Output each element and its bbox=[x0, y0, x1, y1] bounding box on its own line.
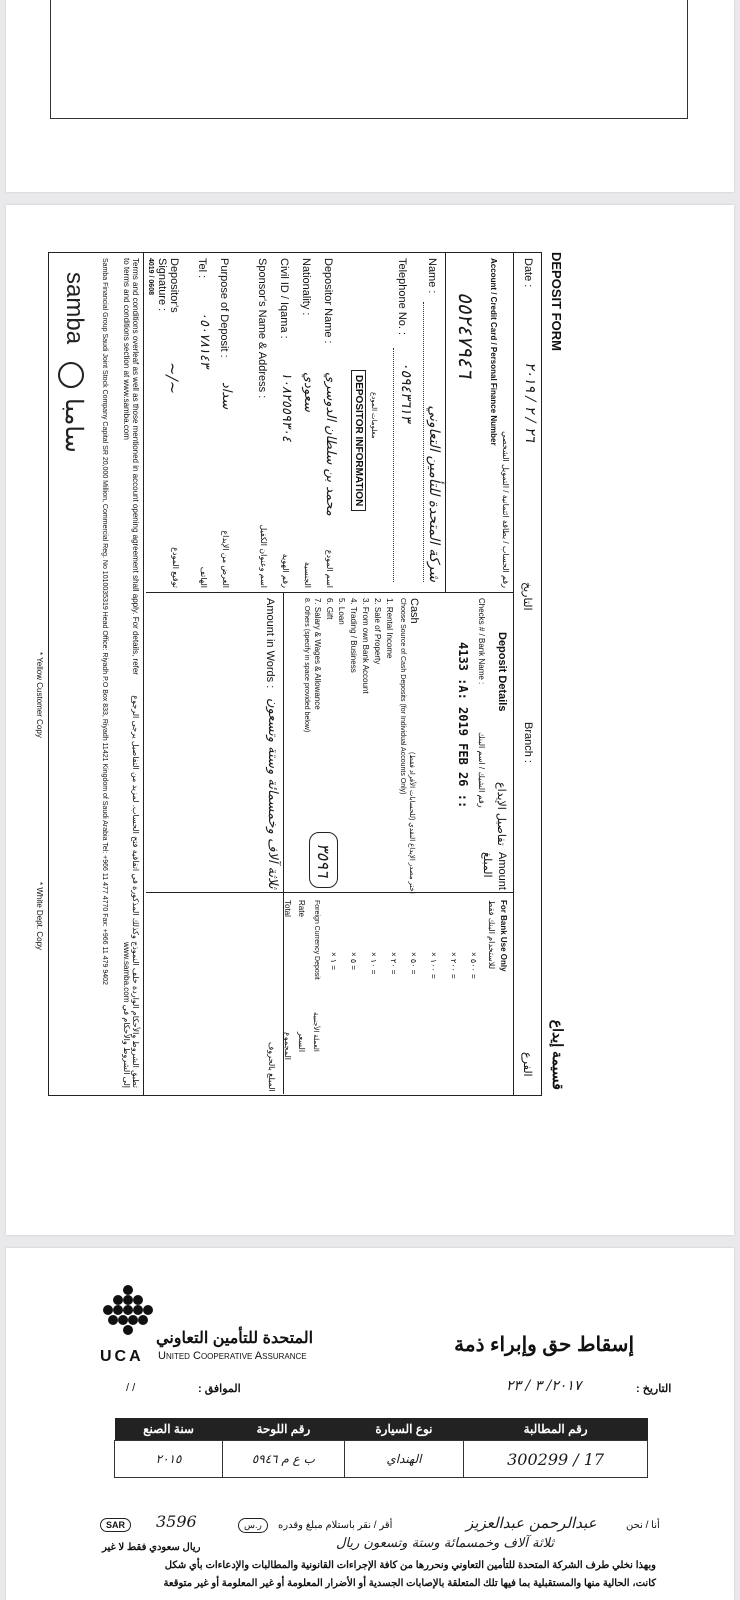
col-claim-no: رقم المطالبة bbox=[464, 1418, 648, 1441]
uca-logo-icon bbox=[100, 1284, 156, 1341]
telephone-label: Telephone No. : bbox=[396, 258, 408, 336]
denom-50: × ٥٠ = bbox=[409, 952, 418, 975]
source-6: 6. Gift bbox=[325, 598, 334, 620]
column-divider bbox=[146, 892, 514, 893]
foreign-label: Foreign Currency Deposit bbox=[313, 900, 320, 980]
divider bbox=[513, 252, 514, 1096]
date-label: Date : bbox=[522, 258, 534, 288]
release-paragraph-2: كانت، الحالية منها والمستقبلية بما فيها تلك المتعلقة بالإصابات الجسدية أو الأضرار المعلومة أو غير المعلومة أو غير متوقعة bbox=[163, 1578, 656, 1589]
teller-stamp: 4133 :A: 2019 FEB 26 :: bbox=[456, 642, 470, 809]
depositor-info-ar: معلومات المودع bbox=[370, 392, 377, 439]
denom-5: × ٥ = bbox=[349, 952, 358, 971]
depositor-signature: ~/~ bbox=[163, 362, 182, 395]
sponsor-label: Sponsor's Name & Address : bbox=[256, 258, 268, 399]
bank-use-ar: للاستخدام البنك فقط bbox=[487, 900, 496, 970]
denom-500: × ٥٠٠ = bbox=[469, 952, 478, 979]
date-label-ar: التاريخ bbox=[521, 582, 533, 611]
uca-date-label: التاريخ : bbox=[636, 1383, 672, 1395]
line1-tail: أقر / نقر باستلام مبلغ وقدره bbox=[278, 1520, 393, 1531]
currency-badge: ر.س bbox=[238, 1518, 268, 1533]
nationality-ar: الجنسية bbox=[303, 561, 312, 588]
source-7: 7. Salary & Wages & Allowance bbox=[313, 598, 322, 710]
terms-text-ar: تطبق الشروط والأحكام الواردة خلف النموذج وكذلك المذكورة في اتفاقية فتح الحساب. لمزيد من التفاصيل يرجى الرجوع إلى الشروط والأحكام في www.samba.com bbox=[122, 695, 140, 1088]
nationality-value: سعودي bbox=[301, 372, 316, 412]
bank-use-title: For Bank Use Only bbox=[499, 900, 508, 972]
depositor-name-ar: اسم المودع bbox=[325, 549, 334, 588]
source-2: 2. Sale of Property bbox=[373, 598, 382, 665]
name-line bbox=[423, 302, 424, 582]
form-title-ar: قسيمة إيداع bbox=[550, 1019, 566, 1090]
line1-value: عبدالرحمن عبدالعزيز bbox=[466, 1514, 597, 1532]
col-plate: رقم اللوحة bbox=[223, 1418, 345, 1441]
source-title-ar: اختر مصدر الإيداع النقدي (للحسابات الأفراد فقط) bbox=[408, 752, 415, 894]
account-label-ar: رقم الحساب / بطاقة ائتمانية / التمويل الشخصي bbox=[501, 431, 510, 588]
account-value: ٥٥٢٤٧٩٤٦ bbox=[454, 292, 478, 378]
divider bbox=[143, 252, 144, 1096]
car-type-value: الهنداي bbox=[344, 1441, 464, 1478]
uca-logo-abbr: UCA bbox=[100, 1348, 144, 1365]
checks-label-ar: رقم الشيك / اسم البنك bbox=[477, 732, 486, 808]
source-8: 8. Others (specify in space provided below) bbox=[303, 598, 310, 733]
col-year: سنة الصنع bbox=[115, 1418, 223, 1441]
source-4: 4. Trading / Business bbox=[349, 598, 358, 673]
year-value: ٢٠١٥ bbox=[115, 1441, 223, 1478]
deposit-details-ar: تفاصيل الإيداع bbox=[495, 782, 507, 846]
purpose-value: سداد bbox=[219, 382, 234, 410]
top-page bbox=[6, 0, 734, 192]
uca-claim-table bbox=[114, 1418, 648, 1478]
column-divider bbox=[146, 592, 514, 593]
uca-title: إسقاط حق وإبراء ذمة bbox=[454, 1334, 634, 1356]
terms-text: Terms and conditions overleaf as well as those mentioned in account opening agreement shall apply. For details, refer to terms and conditions section at www.samba.com bbox=[122, 258, 140, 675]
footer-text: Samba Financial Group Saudi Joint Stock Company Capital SR 20,000 Million, Commercial Reg. No 1010035319 Head Office: Riyadh P.O Box 833, Riyadh 11421 Kingdom of Saudi Arabia Tel: +966 11 477 4770 Fax: +966 11 479 9402 bbox=[101, 258, 108, 985]
samba-logo-text: samba bbox=[61, 272, 88, 345]
rate-label: Rate bbox=[297, 900, 306, 917]
name-value: شركة المتحدة للتأمين التعاوني bbox=[426, 405, 442, 582]
deposit-form bbox=[35, 252, 574, 1096]
uca-release-page bbox=[6, 1248, 734, 1600]
nationality-label: Nationality : bbox=[300, 258, 312, 316]
telephone-line bbox=[393, 348, 394, 582]
claim-no-value: 300299 / 17 bbox=[464, 1441, 648, 1478]
cash-label: Cash bbox=[408, 598, 420, 624]
foreign-label-ar: العملة الأجنبية bbox=[312, 1012, 319, 1052]
account-label: Account / Credit Card / Personal Finance Number bbox=[489, 258, 498, 446]
uca-logo-en: United Cooperative Assurance bbox=[158, 1350, 307, 1362]
white-copy-note: * White Dept. Copy bbox=[35, 882, 44, 951]
telephone-value: ٠٥٩٤٣٦١٣ bbox=[398, 362, 414, 423]
form-title: DEPOSIT FORM bbox=[549, 252, 564, 351]
depositor-signature-ar: توقيع المودع bbox=[171, 547, 180, 588]
uca-hijri-label: الموافق : bbox=[198, 1383, 241, 1395]
amount-words-label: Amount in Words : bbox=[264, 598, 276, 689]
amount-value: ٣٥٩٦ bbox=[309, 832, 338, 888]
date-value: ٢٦ / ٢ / ٢٠١٩ bbox=[522, 362, 538, 442]
amount-words-ar: المبلغ بالحروف bbox=[267, 1042, 276, 1092]
denom-20: × ٢٠ = bbox=[389, 952, 398, 975]
deposit-form-page bbox=[6, 205, 734, 1235]
divider bbox=[283, 592, 284, 1094]
amount-label: Amount bbox=[496, 852, 508, 890]
line1-label: أنا / نحن bbox=[626, 1520, 660, 1531]
depositor-name-label: Depositor Name : bbox=[322, 258, 334, 344]
source-5: 5. Loan bbox=[337, 598, 346, 625]
purpose-ar: الغرض من الإيداع bbox=[221, 530, 230, 588]
amount-label-ar: المبلغ bbox=[481, 852, 493, 878]
col-car-type: نوع السيارة bbox=[344, 1418, 464, 1441]
divider bbox=[445, 252, 446, 592]
tel-value: ٠٥٠٧٨١٤٣ bbox=[197, 312, 212, 368]
uca-date-value: ٢٠١٧/ ٣ / ٢٣ bbox=[506, 1378, 582, 1394]
source-1: 1. Rental Income bbox=[385, 598, 394, 659]
amount-words-value: ثلاثة آلاف وخمسمائة وستة وتسعون bbox=[265, 698, 280, 889]
samba-logo-text-ar: سامبا bbox=[60, 398, 87, 453]
branch-label: Branch : bbox=[522, 722, 534, 763]
release-paragraph-1: وبهذا نخلي طرف الشركة المتحدة للتأمين التعاوني ونحررها من كافة الإجراءات القانونية والمطالبات والإدعاءات بأي شكل bbox=[164, 1560, 656, 1571]
depositor-info-title: DEPOSITOR INFORMATION bbox=[351, 370, 366, 511]
uca-hijri-value: / / bbox=[126, 1382, 136, 1394]
branch-label-ar: الفرع bbox=[521, 1052, 533, 1077]
amount-number: 3596 bbox=[156, 1512, 197, 1531]
checks-label: Checks # / Bank Name : bbox=[477, 598, 486, 685]
depositor-name-value: محمد بن سلطان الدوسري bbox=[323, 372, 338, 516]
top-page-frame bbox=[50, 0, 688, 119]
total-label-ar: المجموع bbox=[283, 1032, 292, 1060]
denom-10: × ١٠ = bbox=[369, 952, 378, 975]
deposit-details-title: Deposit Details bbox=[496, 632, 508, 712]
rate-label-ar: السعر bbox=[297, 1032, 306, 1053]
plate-value: ب ع م ٥٩٤٦ bbox=[223, 1441, 345, 1478]
denom-100: × ١٠٠ = bbox=[429, 952, 438, 979]
amount-tail: ريال سعودي فقط لا غير bbox=[102, 1542, 201, 1553]
uca-logo-ar: المتحدة للتأمين التعاوني bbox=[156, 1330, 314, 1347]
denom-1: × ١ = bbox=[329, 952, 338, 971]
tel-label: Tel : bbox=[196, 258, 208, 279]
total-label: Total bbox=[283, 900, 292, 917]
name-label: Name : bbox=[426, 258, 438, 294]
tel-ar: الهاتف bbox=[199, 566, 208, 588]
purpose-label: Purpose of Deposit : bbox=[218, 258, 230, 358]
source-title: Choose Source of Cash Deposits (for Individual Accounts Only) bbox=[399, 598, 406, 795]
samba-logo-icon bbox=[58, 362, 84, 388]
depositor-signature-label: Depositor's Signature : bbox=[156, 258, 180, 313]
form-code: 4019 / 0608 bbox=[147, 258, 154, 295]
sponsor-ar: اسم وعنوان الكفيل bbox=[259, 524, 268, 588]
civil-id-label: Civil ID / Iqama : bbox=[278, 258, 290, 339]
denom-200: × ٢٠٠ = bbox=[449, 952, 458, 979]
civil-id-value: ١٠٨٢٥٥٩٣٠٤ bbox=[279, 372, 294, 442]
civil-id-ar: رقم الهوية bbox=[281, 553, 290, 588]
source-3: 3. From own Bank Account bbox=[361, 598, 370, 694]
sar-badge: SAR bbox=[100, 1518, 131, 1532]
amount-words: ثلاثة آلاف وخمسمائة وستة وتسعون ريال bbox=[336, 1536, 555, 1551]
yellow-copy-note: * Yellow Customer Copy bbox=[35, 652, 44, 738]
